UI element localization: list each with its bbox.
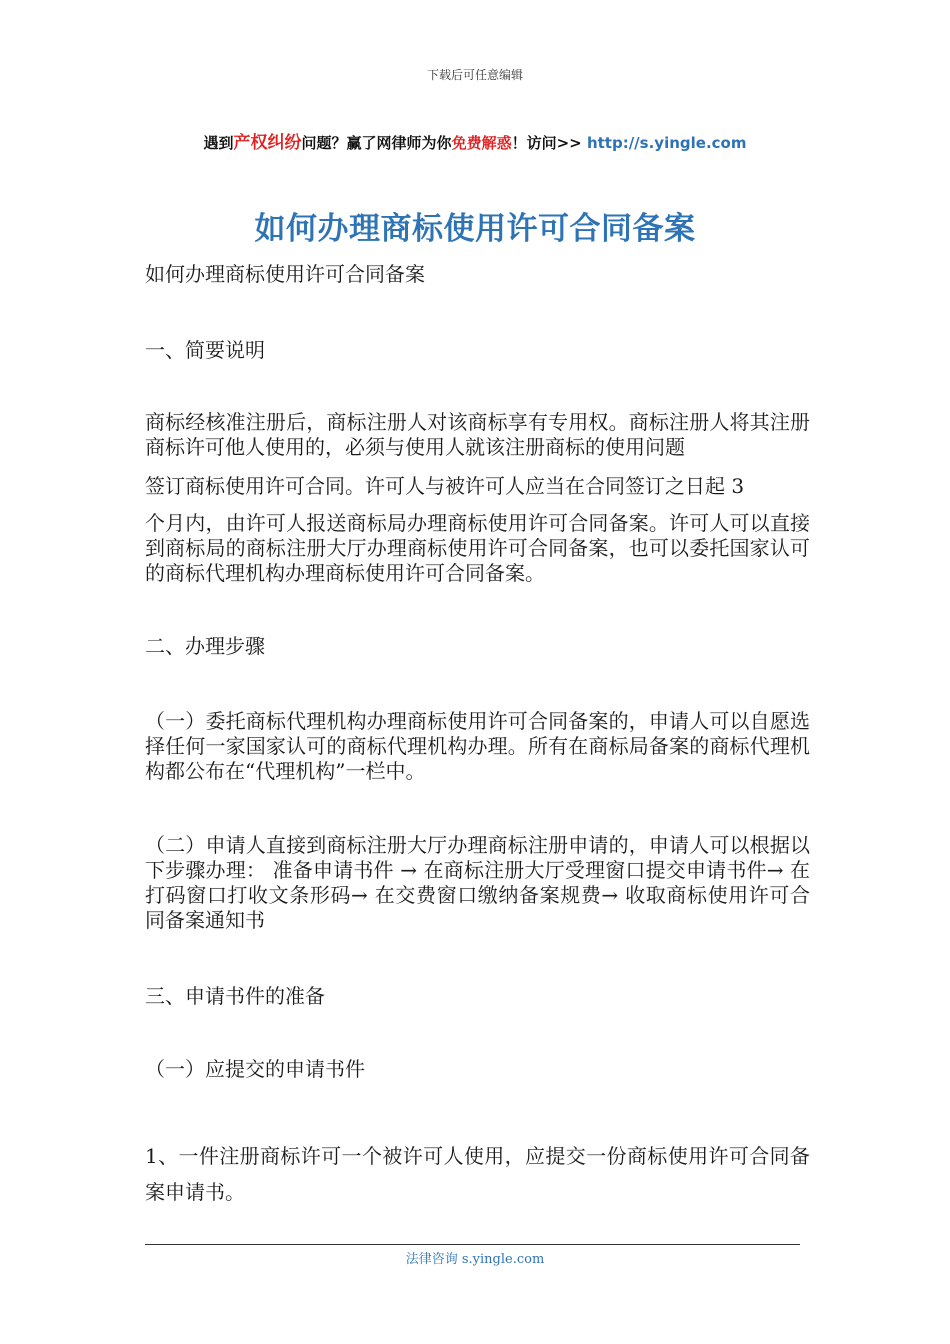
paragraph-body-3: 个月内，由许可人报送商标局办理商标使用许可合同备案。许可人可以直接到商标局的商标注册大厅办理商标使用许可合同备案，也可以委托国家认可的商标代理机构办理商标使用许可合同备案。	[145, 511, 810, 585]
paragraph-body-1: 商标经核准注册后，商标注册人对该商标享有专用权。商标注册人将其注册商标许可他人使用的，必须与使用人就该注册商标的使用问题	[145, 410, 810, 459]
heading-1: 一、简要说明	[145, 338, 265, 362]
footer-text[interactable]: 法律咨询 s.yingle.com	[405, 1252, 545, 1267]
header-note: 下载后可任意编辑	[426, 68, 523, 82]
paragraph-step-2: （二）申请人直接到商标注册大厅办理商标注册申请的，申请人可以根据以下步骤办理： 准备申请书件 → 在商标注册大厅受理窗口提交申请书件→ 在打码窗口打收文条形码→ 在交费窗口缴纳备案规费→ 收取商标使用许可合同备案通知书	[145, 833, 810, 932]
ad-banner[interactable]	[0, 128, 950, 153]
ad-highlight-topic: 产权纠纷	[233, 133, 302, 153]
heading-3: 三、申请书件的准备	[145, 984, 325, 1008]
paragraph-subtitle: 如何办理商标使用许可合同备案	[145, 262, 425, 286]
paragraph-step-1: （一）委托商标代理机构办理商标使用许可合同备案的，申请人可以自愿选择任何一家国家认可的商标代理机构办理。所有在商标局备案的商标代理机构都公布在“代理机构”一栏中。	[145, 709, 810, 783]
heading-2: 二、办理步骤	[145, 634, 265, 658]
footer-divider	[145, 1244, 800, 1245]
heading-3-sub-1: （一）应提交的申请书件	[145, 1057, 365, 1081]
ad-link[interactable]: http://s.yingle.com	[586, 134, 747, 152]
document-title: 如何办理商标使用许可合同备案	[254, 211, 696, 247]
ad-text-3: ！访问>>	[511, 134, 582, 152]
ad-highlight-free: 免费解惑	[451, 134, 512, 152]
ad-text-2: 问题？赢了网律师为你	[301, 134, 452, 152]
paragraph-item-1: 1、一件注册商标许可一个被许可人使用，应提交一份商标使用许可合同备案申请书。	[145, 1144, 810, 1204]
ad-text-1: 遇到	[203, 134, 234, 152]
paragraph-body-2: 签订商标使用许可合同。许可人与被许可人应当在合同签订之日起 3	[145, 474, 745, 498]
